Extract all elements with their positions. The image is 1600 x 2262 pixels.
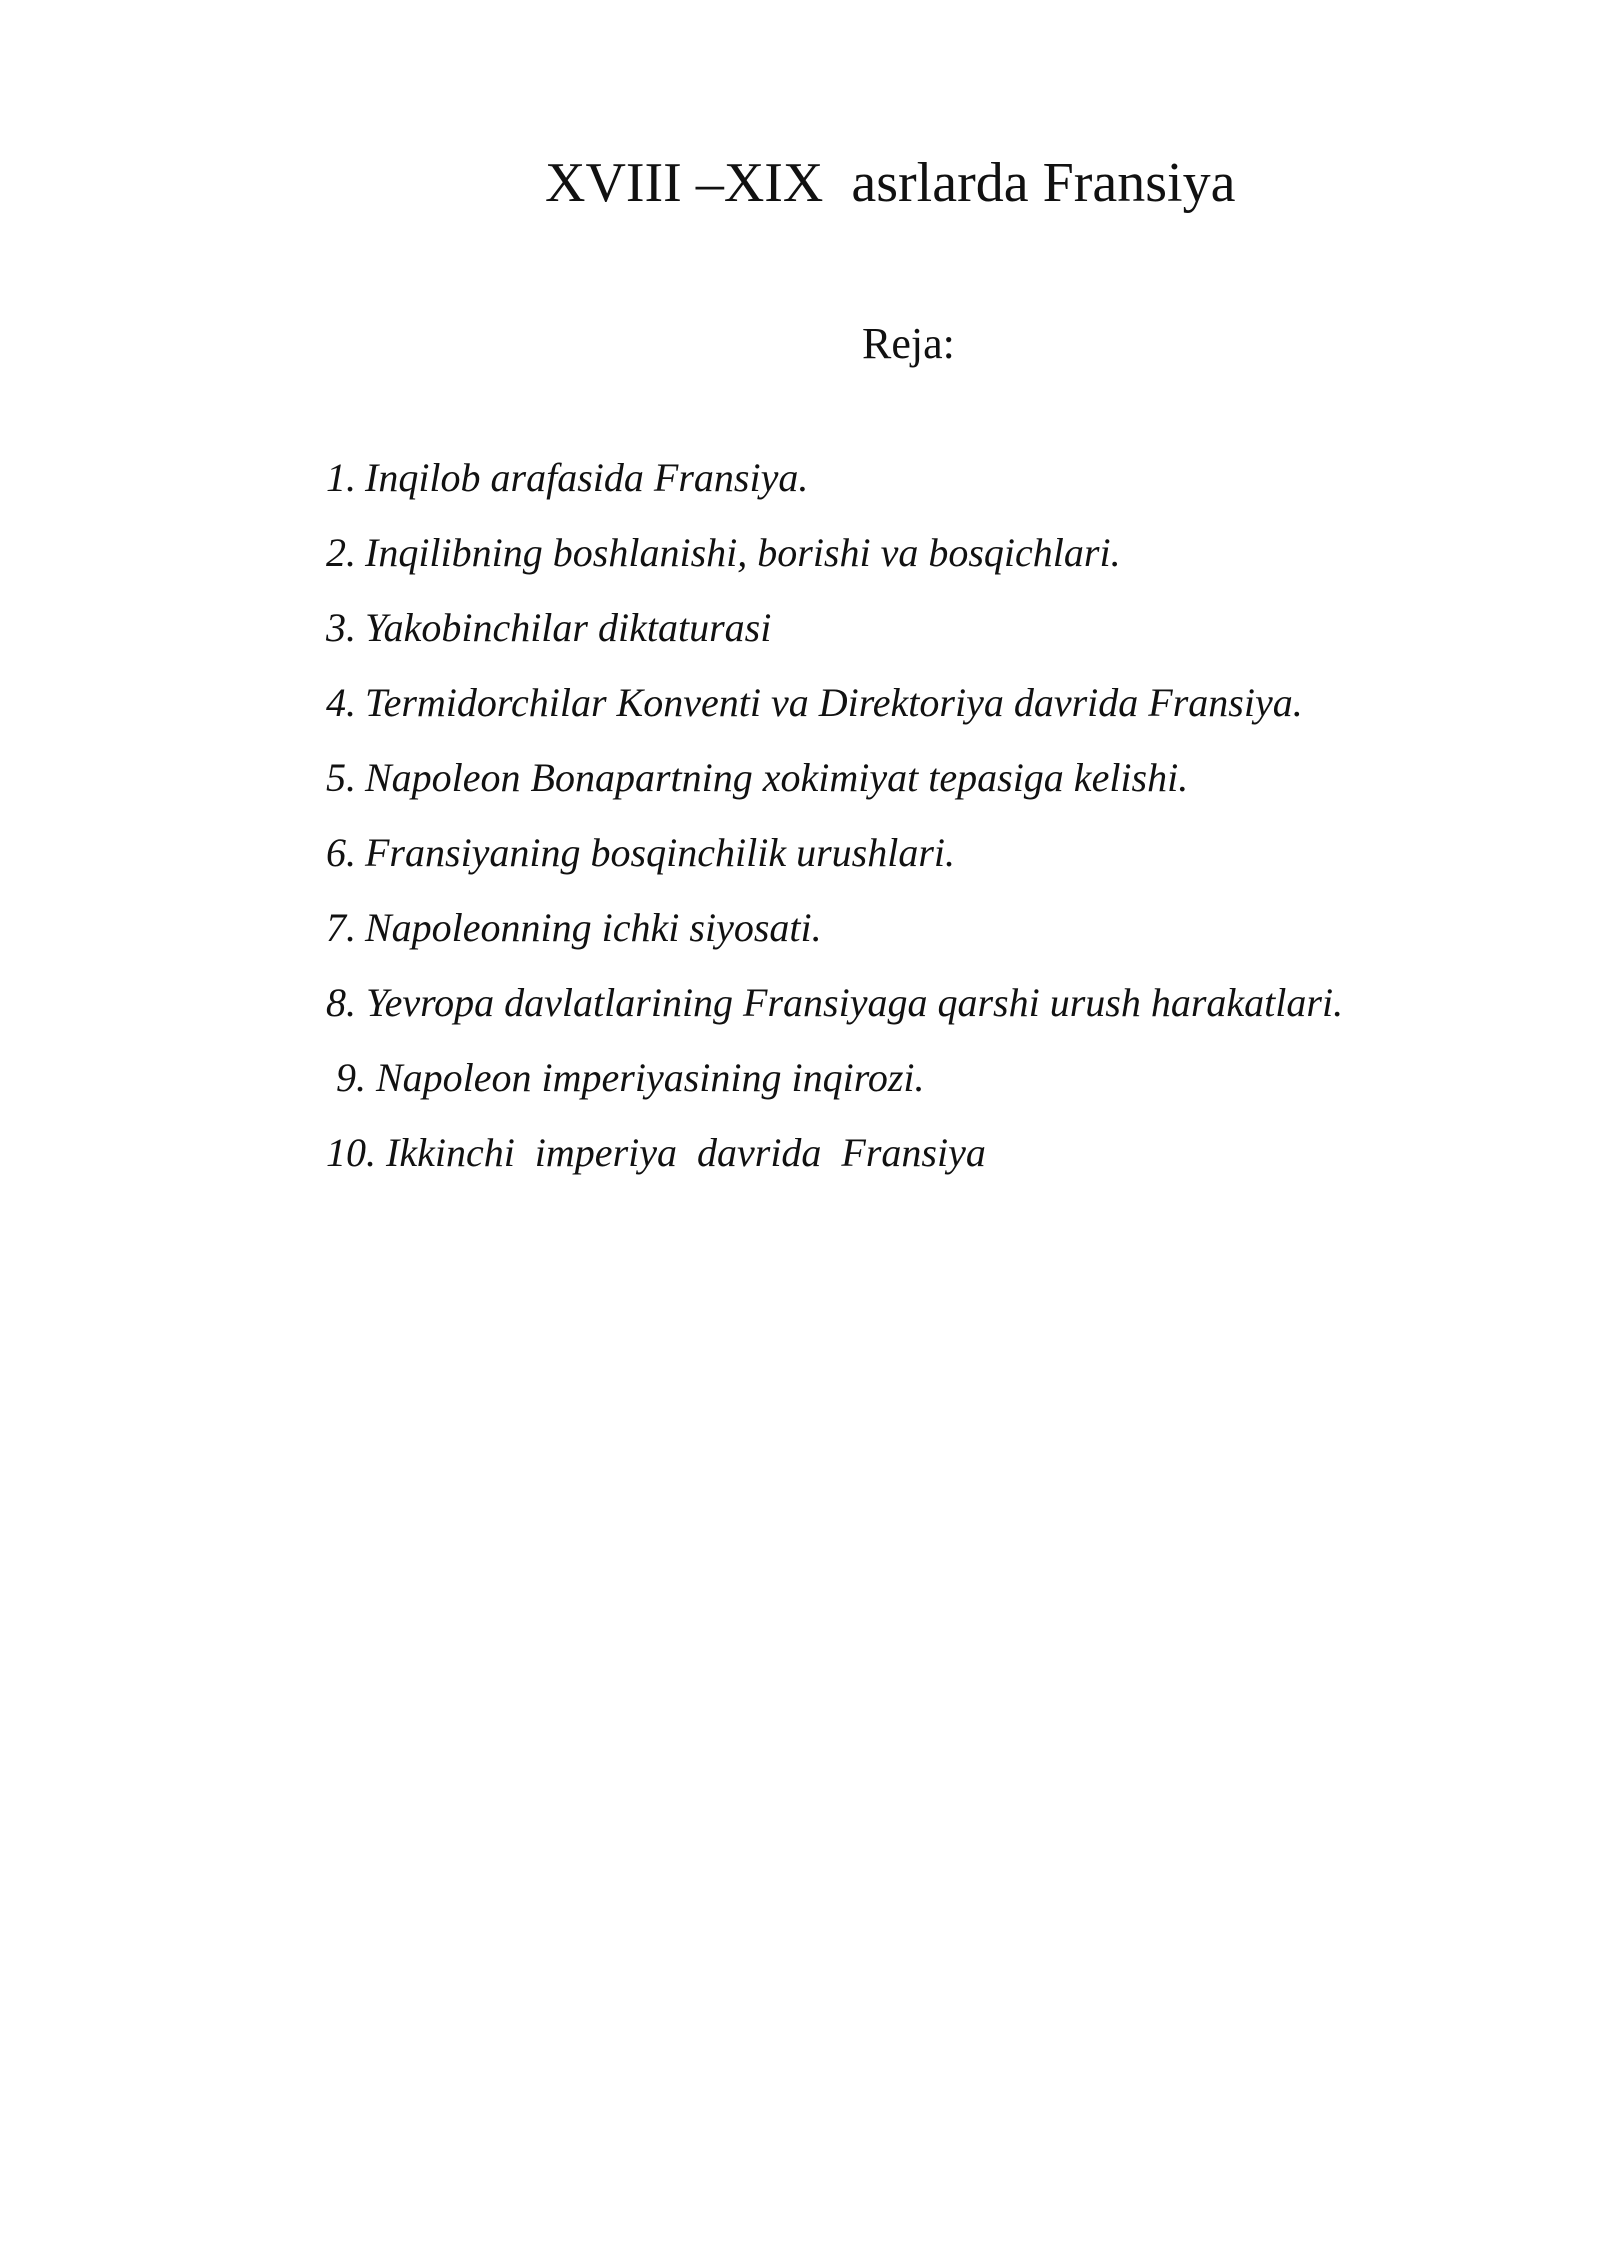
plan-item-text: Ikkinchi imperiya davrida Fransiya (376, 1130, 986, 1175)
plan-item-number: 2. (326, 530, 356, 575)
plan-item-number: 7. (326, 905, 356, 950)
plan-item-text: Yevropa davlatlarining Fransiyaga qarshi urush harakatlari. (356, 980, 1344, 1025)
plan-item (326, 827, 1343, 902)
plan-item (326, 977, 1343, 1052)
plan-item-number: 6. (326, 830, 356, 875)
plan-heading: Reja: (862, 319, 955, 368)
plan-item-number: 4. (326, 680, 356, 725)
plan-item (326, 902, 1343, 977)
plan-item (326, 752, 1343, 827)
plan-item (326, 1052, 1343, 1127)
plan-item-text: Inqilob arafasida Fransiya. (365, 455, 809, 500)
plan-item-number: 8. (326, 980, 356, 1025)
plan-item-text: Inqilibning boshlanishi, borishi va bosqichlari. (365, 530, 1121, 575)
plan-item-number: 10. (326, 1130, 376, 1175)
plan-item (326, 677, 1343, 752)
plan-item (326, 602, 1343, 677)
plan-item-text: Termidorchilar Konventi va Direktoriya davrida Fransiya. (365, 680, 1303, 725)
plan-list (326, 452, 1343, 1202)
plan-item (326, 452, 1343, 527)
plan-item-text: Napoleon imperiyasining inqirozi. (366, 1055, 925, 1100)
plan-item-text: Fransiyaning bosqinchilik urushlari. (365, 830, 955, 875)
plan-item (326, 527, 1343, 602)
plan-item-number: 5. (326, 755, 356, 800)
plan-item (326, 1127, 1343, 1202)
plan-item-number: 9. (326, 1055, 366, 1100)
page-title: XVIII –XIX asrlarda Fransiya (545, 152, 1236, 214)
plan-item-text: Yakobinchilar diktaturasi (365, 605, 772, 650)
plan-item-text: Napoleonning ichki siyosati. (365, 905, 822, 950)
plan-item-text: Napoleon Bonapartning xokimiyat tepasiga kelishi. (365, 755, 1189, 800)
plan-item-number: 1. (326, 455, 356, 500)
plan-item-number: 3. (326, 605, 356, 650)
